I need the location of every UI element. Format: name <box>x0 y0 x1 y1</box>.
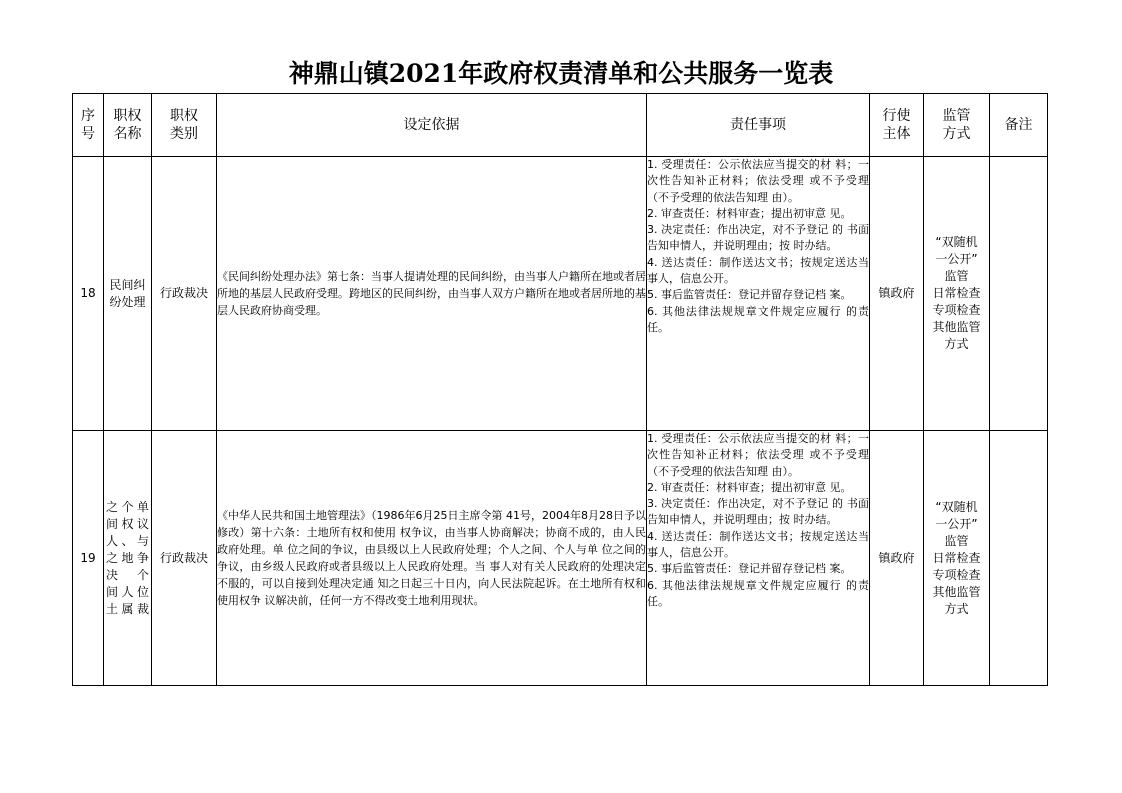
row-subject: 镇政府 <box>870 431 924 686</box>
header-basis: 设定依据 <box>217 94 647 157</box>
row-responsibility: 1. 受理责任：公示依法应当提交的材 料；一次性告知补正材料；依法受理 或不予受理（不予受理的依法告知理 由）。 2. 审查责任：材料审查；提出初审意 见。 3. 决定责任：作出决定，对不予登记 的 书面告知申情人，并说明理由；按 时办结。 4. 送达责任：制作送达文书；按规定送达当事人，信息公开。 5. 事后监管责任：登记并留存登记档 案。 6. 其他法律法规规章文件规定应履行 的责任。 <box>647 157 870 431</box>
header-subject: 行使 主体 <box>870 94 924 157</box>
row-supervision: “双随机 一公开” 监管 日常检查 专项检查 其他监管 方式 <box>924 157 990 431</box>
header-seq: 序 号 <box>73 94 104 157</box>
header-remark: 备注 <box>990 94 1048 157</box>
table-row <box>73 431 1048 686</box>
row-remark <box>990 431 1048 686</box>
row-category: 行政裁决 <box>152 431 217 686</box>
table-row <box>73 157 1048 431</box>
header-responsibility: 责任事项 <box>647 94 870 157</box>
row-seq: 19 <box>73 431 104 686</box>
row-responsibility: 1. 受理责任：公示依法应当提交的材 料；一次性告知补正材料；依法受理 或不予受理（不予受理的依法告知理 由）。 2. 审查责任：材料审查；提出初审意 见。 3. 决定责任：作出决定，对不予登记 的 书面告知申情人，并说明理由；按 时办结。 4. 送达责任：制作送达文书；按规定送达当事人，信息公开。 5. 事后监管责任：登记并留存登记档 案。 6. 其他法律法规规章文件规定应履行 的责任。 <box>647 431 870 686</box>
header-category: 职权 类别 <box>152 94 217 157</box>
row-basis: 《民间纠纷处理办法》第七条：当事人提请处理的民间纠纷，由当事人户籍所在地或者居所地的基层人民政府受理。跨地区的民间纠纷，由当事人双方户籍所在地或者居所地的基层人民政府协商受理。 <box>217 157 647 431</box>
row-name: 民间纠 纷处理 <box>104 157 152 431</box>
row-remark <box>990 157 1048 431</box>
header-supervision: 监管 方式 <box>924 94 990 157</box>
row-name: 之个单 间权议 人、与 之地争 决 个 间人位 土属裁 <box>104 431 152 686</box>
responsibility-table <box>72 93 1048 686</box>
table-header-row <box>73 94 1048 157</box>
row-subject: 镇政府 <box>870 157 924 431</box>
row-category: 行政裁决 <box>152 157 217 431</box>
row-seq: 18 <box>73 157 104 431</box>
document-title: 神鼎山镇2021年政府权责清单和公共服务一览表 <box>288 59 834 88</box>
row-supervision: “双随机 一公开” 监管 日常检查 专项检查 其他监管 方式 <box>924 431 990 686</box>
header-name: 职权 名称 <box>104 94 152 157</box>
row-basis: 《中华人民共和国土地管理法》（1986年6月25日主席令第 41号，2004年8月28日予以修改）第十六条：土地所有权和使用 权争议，由当事人协商解决；协商不成的，由人民政府处理。单 位之间的争议，由县级以上人民政府处理；个人之间、个人与单 位之间的争议，由乡级人民政府或者县级以上人民政府处理。当 事人对有关人民政府的处理决定不服的，可以自接到处理决定通 知之日起三十日内，向人民法院起诉。在土地所有权和使用权争 议解决前，任何一方不得改变土地利用现状。 <box>217 431 647 686</box>
